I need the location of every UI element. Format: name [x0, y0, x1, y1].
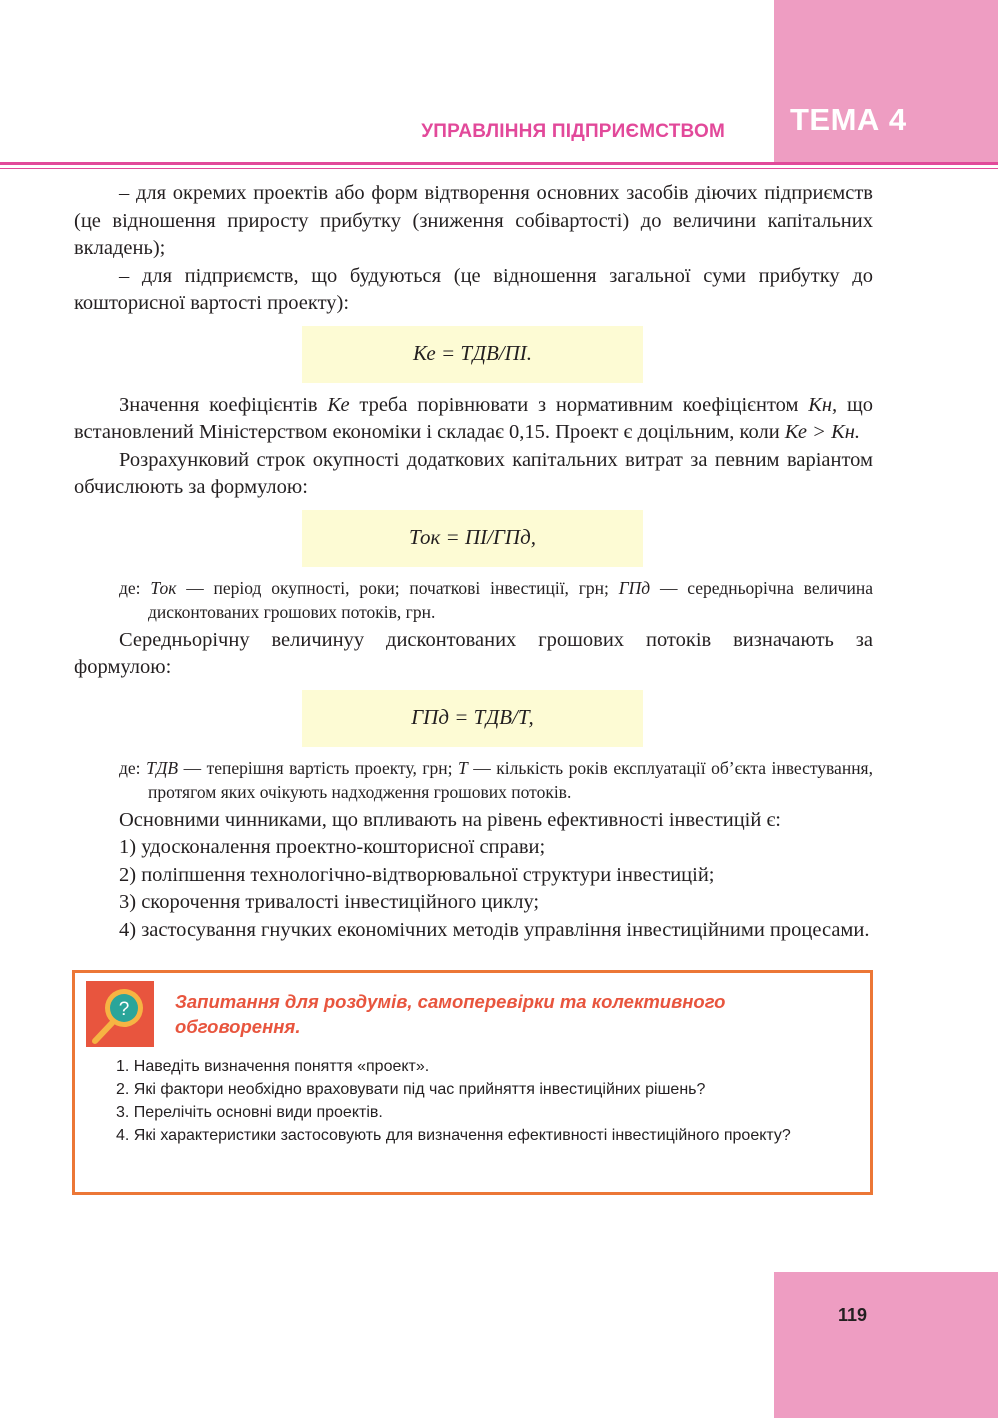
text-run: що встановлений Міністерством економіки і складає 0,15. Проект є доцільним, коли [74, 393, 873, 443]
list-item: 2) поліпшення технологічно-відтворювальної структури інвестицій; [119, 863, 715, 886]
symbol: ГПд [618, 577, 651, 598]
symbol-kn: Кн, [808, 393, 838, 416]
header-rule-thin [0, 168, 998, 169]
symbol: Ток [150, 577, 177, 598]
chapter-tab-label: ТЕМА 4 [790, 102, 907, 137]
page-number: 119 [838, 1305, 868, 1325]
list-item: 1) удосконалення проектно-кошторисної справи; [119, 836, 546, 858]
questions-box [72, 970, 873, 1195]
question-item: 1. Наведіть визначення поняття «проект». [116, 1058, 430, 1075]
questions-title: Запитання для роздумів, самоперевірки та колективного обговорення. [175, 991, 726, 1037]
paragraph: Середньорічну величинуу дисконтованих грошових потоків визначають за формулою: [74, 628, 873, 678]
running-head: УПРАВЛІННЯ ПІДПРИЄМСТВОМ [421, 121, 725, 142]
question-item: 3. Перелічіть основні види проектів. [116, 1104, 383, 1121]
paragraph [74, 392, 873, 447]
list-item: 3) скорочення тривалості інвестиційного циклу; [119, 891, 540, 913]
formula-gpd: ГПд = ТДВ/Т, [302, 690, 643, 747]
text-run: — період окупності, роки; початкові інвестиції, грн; [176, 577, 619, 598]
text-run: — теперішня вартість проекту, грн; [178, 757, 459, 778]
question-item: 2. Які фактори необхідно враховувати під час прийняття інвестиційних рішень? [116, 1081, 706, 1098]
formula-legend [74, 576, 873, 624]
formula-tok: Ток = ПІ/ГПд, [302, 510, 643, 567]
text-run: — кількість років експлуатації об’єкта інвестування, протягом яких очікують надходження грошових потоків. [148, 757, 873, 802]
text-run: Значення коефіцієнтів [119, 393, 328, 416]
condition: Ке > Кн. [784, 421, 860, 443]
questions-list [86, 1055, 862, 1147]
text-run: де: [119, 757, 147, 778]
symbol: ТДВ [146, 757, 179, 778]
formula-legend [74, 756, 873, 804]
list-item: 4) застосування гнучких економічних методів управління інвестиційними процесами. [119, 918, 870, 941]
paragraph: Основними чинниками, що впливають на рівень ефективності інвестицій є: [119, 808, 781, 831]
symbol: Т [458, 757, 468, 778]
page-body [74, 180, 873, 944]
paragraph: – для окремих проектів або форм відтворення основних засобів діючих підприємств (це відношення приросту прибутку (зниження собівартості) до величини капітальних вкладень); [74, 182, 873, 259]
paragraph: – для підприємств, що будуються (це відношення загальної суми прибутку до кошторисної вартості проекту): [74, 264, 873, 314]
header-rule [0, 162, 998, 165]
magnifier-question-icon [86, 981, 154, 1047]
formula-ke: Ке = ТДВ/ПІ. [302, 326, 643, 383]
text-run: — середньорічна величина дисконтованих грошових потоків, грн. [148, 577, 873, 622]
page-number-tab [774, 1272, 998, 1418]
symbol-ke: Ке [327, 393, 350, 416]
paragraph: Розрахунковий строк окупності додаткових капітальних витрат за певним варіантом обчислюють за формулою: [74, 448, 873, 498]
question-item: 4. Які характеристики застосовують для визначення ефективності інвестиційного проекту? [116, 1127, 791, 1144]
text-run: де: [119, 577, 151, 598]
text-run: треба порівнювати з нормативним коефіцієнтом [349, 393, 809, 416]
svg-text:?: ? [118, 999, 130, 1020]
